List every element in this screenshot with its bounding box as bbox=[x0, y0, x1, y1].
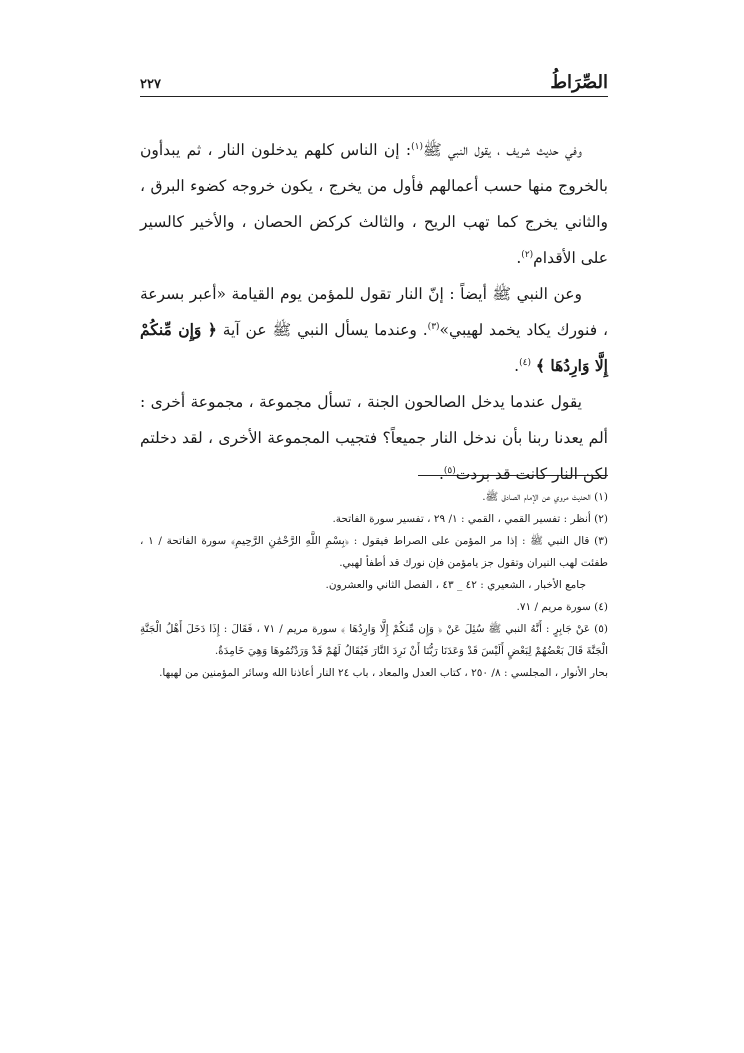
paragraph-3-end: . bbox=[438, 465, 444, 483]
footnotes bbox=[140, 486, 608, 684]
footnote-5: (٥) عَنْ جَابِرٍ : أَنَّهُ النبي ﷺ سُئِلَ عَنْ ﴿ وَإِن مِّنكُمْ إِلَّا وَارِدُهَا ﴾ سورة مريم / ٧١ ، فَقَالَ : إِذَا دَخَلَ أَهْلُ الْجَنَّةِ الْجَنَّةَ قَالَ بَعْضُهُمْ لِبَعْضٍ أَلَيْسَ قَدْ وَعَدَنَا رَبُّنَا أَنْ نَرِدَ النَّارَ فَيُقَالُ لَهُمْ قَدْ وَرَدْتُمُوهَا وَهِيَ خَامِدَةٌ. bbox=[140, 623, 608, 657]
paragraph-1 bbox=[140, 132, 608, 276]
footnote-separator bbox=[418, 475, 608, 476]
footnote-3-source: جامع الأخبار ، الشعيري : ٤٢ _ ٤٣ ، الفصل الثاني والعشرون. bbox=[325, 579, 586, 591]
footnote-ref-4: (٤) bbox=[519, 357, 531, 368]
page-number: ٢٢٧ bbox=[140, 77, 161, 92]
main-text bbox=[140, 132, 608, 492]
running-title: الصِّرَاطُ bbox=[550, 72, 608, 93]
footnote-ref-5: (٥) bbox=[443, 465, 456, 476]
paragraph-1-text-a: وفي حديث شريف ، يقول النبي ﷺ bbox=[423, 141, 582, 159]
footnote-2: (٢) أنظر : تفسير القمي ، القمي : ١/ ٢٩ ، تفسير سورة الفاتحة. bbox=[332, 513, 608, 525]
paragraph-3-text-a: يقول عندما يدخل الصالحون الجنة ، تسأل مجموعة ، مجموعة أخرى : ألم يعدنا ربنا بأن ندخل النار جميعاً؟ فتجيب المجموعة الأخرى ، لقد دخلتم لكن النار كانت قد بردت bbox=[140, 393, 608, 483]
footnote-4: (٤) سورة مريم / ٧١. bbox=[516, 601, 608, 613]
quran-verse: ﴿ وَإِن مِّنكُمْ إِلَّا وَارِدُهَا ﴾ bbox=[140, 320, 608, 375]
footnote-ref-2: (٢) bbox=[521, 249, 534, 260]
paragraph-1-end: . bbox=[516, 249, 522, 267]
footnote-5-source: بحار الأنوار ، المجلسي : ٨/ ٢٥٠ ، كتاب العدل والمعاد ، باب ٢٤ النار أعاذنا الله وسائر المؤمنين من لهبها. bbox=[159, 667, 608, 679]
footnote-1: (١) الحديث مروي عن الإمام الصادق ﷺ. bbox=[482, 491, 608, 503]
footnote-ref-3: (٣) bbox=[427, 321, 440, 332]
page-header bbox=[140, 62, 608, 97]
paragraph-2 bbox=[140, 276, 608, 384]
paragraph-1-text-b: : إن الناس كلهم يدخلون النار ، ثم يبدأون بالخروج منها حسب أعمالهم فأول من يخرج ، يكون خروجه كضوء البرق ، والثاني يخرج كما تهب الريح ، والثالث كركض الحصان ، والأخير كالسير على الأقدام bbox=[140, 141, 608, 267]
paragraph-2-text-a: وعن النبي ﷺ أيضاً : إنّ النار تقول للمؤمن يوم القيامة «أعبر بسرعة ، فنورك يكاد يخمد لهيبي» bbox=[140, 285, 608, 339]
footnote-3: (٣) قال النبي ﷺ : إذا مر المؤمن على الصراط فيقول : ﴿بِسْمِ اللَّهِ الرَّحْمَٰنِ الرَّحِيمِ﴾ سورة الفاتحة / ١ ، طفئت لهب النيران وتقول جز يامؤمن فإن نورك قد أطفأ لهبي. bbox=[140, 535, 608, 569]
paragraph-2-text-b: . وعندما يسأل النبي ﷺ عن آية bbox=[222, 321, 428, 339]
paragraph-2-end: . bbox=[514, 357, 520, 375]
footnote-ref-1: (١) bbox=[411, 141, 424, 152]
